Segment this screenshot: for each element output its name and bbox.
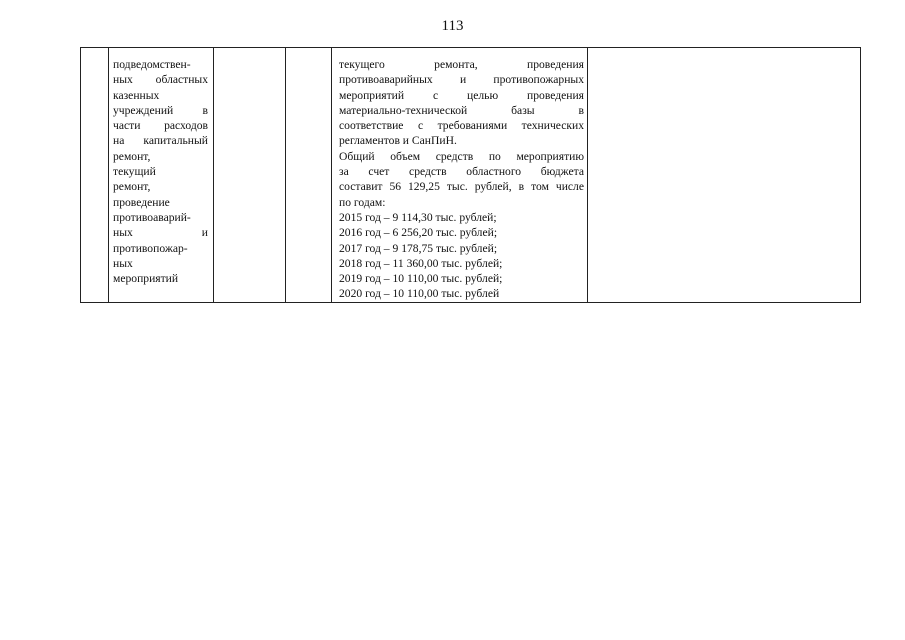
description-line: ремонт, (113, 180, 151, 194)
description-line: ных (113, 256, 133, 270)
description-line: текущий (113, 165, 156, 179)
table-cell-empty (286, 48, 332, 303)
description-line: ремонт, (113, 149, 151, 163)
content-line: противоаварийных и противопожарных (339, 73, 584, 87)
activity-description (109, 48, 213, 286)
content-line: мероприятий с целью проведения (339, 88, 584, 102)
funding-line: Общий объем средств по мероприятию (339, 149, 584, 163)
description-line: ных областных (113, 73, 208, 87)
table-row (81, 48, 861, 303)
funding-line: за счет средств областного бюджета (339, 165, 584, 179)
table-cell-empty (588, 48, 861, 303)
funding-line: по годам: (339, 195, 386, 209)
year-amount-line: 2015 год – 9 114,30 тыс. рублей; (339, 210, 497, 224)
table-cell-empty (214, 48, 286, 303)
table-cell-number (81, 48, 109, 303)
description-line: ных и (113, 226, 208, 240)
content-line: материально-технической базы в (339, 103, 584, 117)
description-line: противоаварий- (113, 210, 191, 224)
description-line: казенных (113, 88, 160, 102)
activity-content (332, 48, 587, 302)
year-amount-line: 2018 год – 11 360,00 тыс. рублей; (339, 256, 503, 270)
page-number: 113 (441, 18, 464, 34)
content-line: текущего ремонта, проведения (339, 58, 584, 71)
program-table (80, 47, 861, 303)
year-amount-line: 2019 год – 10 110,00 тыс. рублей; (339, 272, 503, 286)
description-line: части расходов (113, 119, 208, 133)
content-line: соответствие с требованиями технических (339, 119, 584, 133)
table-cell-description (109, 48, 214, 303)
description-line: проведение (113, 195, 170, 209)
year-amount-line: 2017 год – 9 178,75 тыс. рублей; (339, 241, 498, 255)
table-cell-content (332, 48, 588, 303)
content-line: регламентов и СанПиН. (339, 134, 457, 148)
year-amount-line: 2020 год – 10 110,00 тыс. рублей (339, 287, 500, 301)
year-amount-line: 2016 год – 6 256,20 тыс. рублей; (339, 226, 498, 240)
description-line: подведомствен- (113, 58, 191, 71)
description-line: на капитальный (113, 134, 208, 148)
funding-line: составит 56 129,25 тыс. рублей, в том числе (339, 180, 584, 194)
description-line: мероприятий (113, 272, 179, 286)
description-line: учреждений в (113, 103, 208, 117)
description-line: противопожар- (113, 241, 188, 255)
